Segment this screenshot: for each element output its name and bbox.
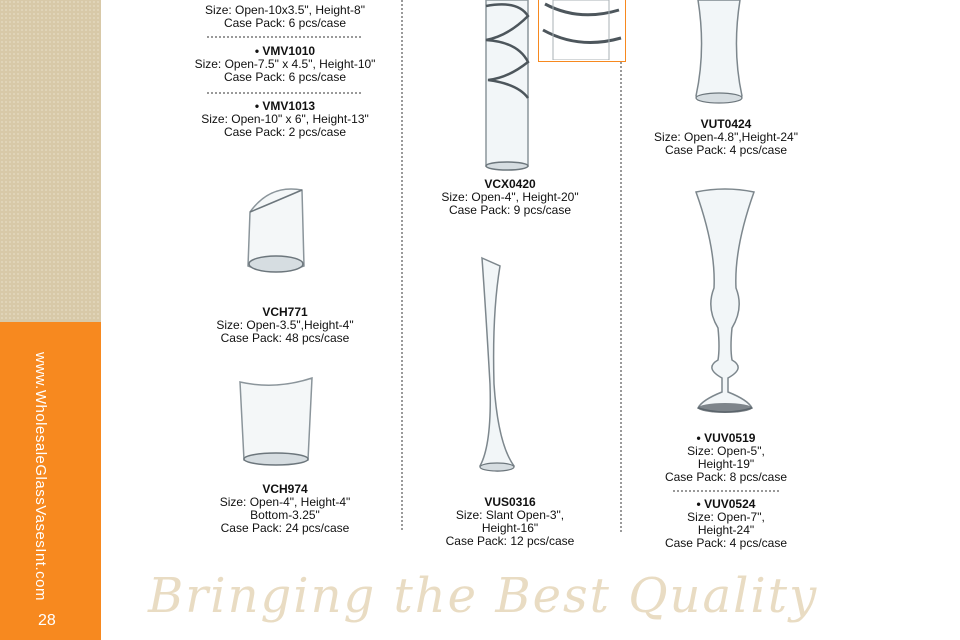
- vase-vcx0420-image: [478, 0, 536, 172]
- dotted-separator: [207, 36, 361, 38]
- product-size: Size: Open-7.5" x 4.5", Height-10": [194, 57, 376, 71]
- product-size: Size: Slant Open-3",: [455, 508, 565, 522]
- product-vut0424: [640, 118, 812, 157]
- product-vch974: [190, 483, 380, 535]
- vase-vuv0519-image: [692, 188, 758, 418]
- vase-vch974-image: [236, 376, 316, 468]
- product-size: Size: Open-4", Height-20": [441, 190, 579, 204]
- product-vus0316: [420, 496, 600, 548]
- product-size: Size: Open-5",: [687, 444, 765, 458]
- product-code: VCH974: [262, 482, 308, 496]
- product-code: • VMV1013: [254, 99, 316, 113]
- product-vuv0524: [640, 498, 812, 550]
- product-vcx0420: [420, 178, 600, 217]
- product-code: • VUV0524: [696, 497, 756, 511]
- product-case-pack: Case Pack: 8 pcs/case: [664, 470, 788, 484]
- product-case-pack: Case Pack: 12 pcs/case: [445, 534, 575, 548]
- product-code: • VMV1010: [254, 44, 316, 58]
- product-size: Size: Open-4", Height-4": [219, 495, 351, 509]
- product-case-pack: Case Pack: 9 pcs/case: [448, 203, 572, 217]
- product-case-pack: Case Pack: 6 pcs/case: [223, 70, 347, 84]
- detail-inset-frame: [538, 0, 626, 62]
- product-size: Size: Open-3.5",Height-4": [216, 318, 354, 332]
- product-size: Size: Open-10" x 6", Height-13": [201, 112, 369, 126]
- vase-vch771-image: [240, 182, 310, 278]
- product-extra: Height-16": [481, 521, 539, 535]
- product-size: Size: Open-4.8",Height-24": [654, 130, 798, 144]
- product-size: Size: Open-7",: [687, 510, 765, 524]
- product-case-pack: Case Pack: 6 pcs/case: [223, 16, 347, 30]
- product-size: Size: Open-10x3.5", Height-8": [205, 3, 365, 17]
- column-divider-left: [401, 0, 403, 530]
- product-code: • VUV0519: [696, 431, 756, 445]
- tagline: Bringing the Best Quality: [148, 568, 819, 624]
- product-vch771: [190, 306, 380, 345]
- sidebar-orange-panel: [0, 322, 101, 640]
- website-url[interactable]: www.WholesaleGlassVasesInt.com: [32, 352, 49, 601]
- dotted-separator: [207, 92, 361, 94]
- product-extra: Height-24": [697, 523, 755, 537]
- vase-vut0424-image: [688, 0, 750, 110]
- product-code: VCX0420: [484, 177, 536, 191]
- product-case-pack: Case Pack: 4 pcs/case: [664, 536, 788, 550]
- vase-vus0316-image: [476, 254, 520, 478]
- product-vmv1010: [180, 45, 390, 84]
- sidebar: [0, 0, 101, 640]
- dotted-separator: [673, 490, 779, 492]
- product-extra: Height-19": [697, 457, 755, 471]
- product-case-pack: Case Pack: 24 pcs/case: [220, 521, 350, 535]
- product-code: VCH771: [262, 305, 308, 319]
- product-code: VUT0424: [700, 117, 752, 131]
- product-case-pack: Case Pack: 4 pcs/case: [664, 143, 788, 157]
- product-vmv1013: [180, 100, 390, 139]
- column-divider-right: [620, 62, 622, 532]
- product-extra: Bottom-3.25": [250, 508, 320, 522]
- page-number: 28: [38, 612, 56, 629]
- product-code: VUS0316: [484, 495, 536, 509]
- sidebar-texture-panel: [0, 0, 101, 326]
- product-vuv0519: [640, 432, 812, 484]
- product-vmv-top: [190, 4, 380, 30]
- product-case-pack: Case Pack: 2 pcs/case: [223, 125, 347, 139]
- vase-detail-image: [539, 0, 624, 60]
- product-case-pack: Case Pack: 48 pcs/case: [220, 331, 350, 345]
